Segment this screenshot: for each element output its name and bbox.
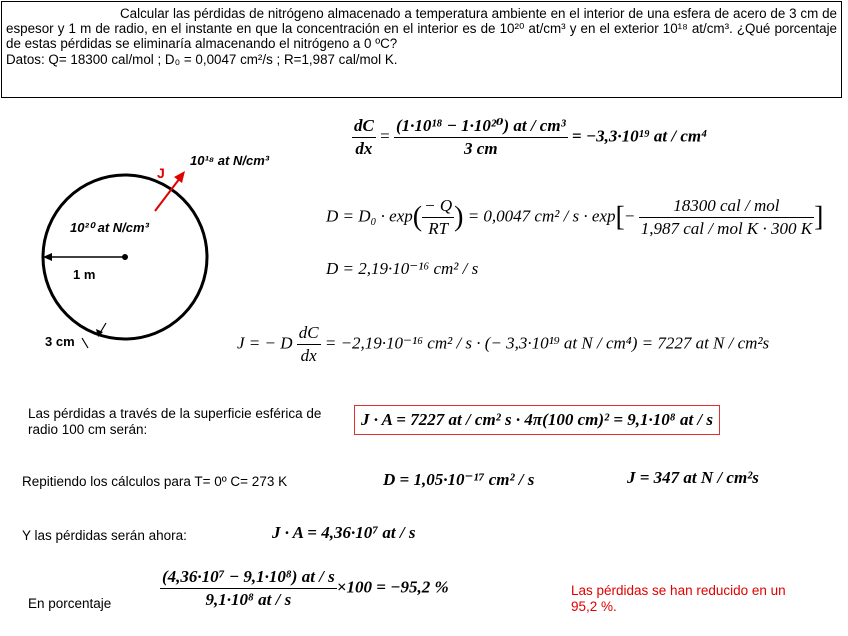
new-losses-formula: J · A = 4,36·10⁷ at / s bbox=[272, 523, 416, 542]
repeat-j-value: J = 347 at N / cm²s bbox=[627, 468, 759, 487]
repeat-label: Repitiendo los cálculos para T= 0º C= 273 K bbox=[22, 474, 288, 489]
exp-den: RT bbox=[428, 219, 449, 238]
percentage-equation bbox=[160, 567, 449, 610]
problem-box bbox=[1, 1, 842, 98]
center-dot bbox=[122, 254, 128, 260]
new-losses-label: Y las pérdidas serán ahora: bbox=[22, 528, 187, 543]
percentage-result: ×100 = −95,2 % bbox=[336, 577, 449, 597]
repeat-d-value: D = 1,05·10⁻¹⁷ cm² / s bbox=[383, 470, 535, 489]
flux-rhs: = −2,19·10⁻¹⁶ cm² / s · (− 3,3·10¹⁹ at N / cm⁴) = 7227 at N / cm²s bbox=[324, 333, 770, 353]
radius-label: 1 m bbox=[73, 267, 96, 282]
flux-frac-den: dx bbox=[300, 346, 317, 365]
inner-concentration-label: 10²⁰ at N/cm³ bbox=[70, 220, 149, 235]
losses-formula: J · A = 7227 at / cm² s · 4π(100 cm)² = 9,1·10⁸ at / s bbox=[354, 405, 720, 435]
flux-equation bbox=[237, 323, 769, 366]
diffusivity-minus: − bbox=[624, 206, 635, 226]
flux-lhs: J = − D bbox=[237, 333, 293, 353]
flux-arrowhead bbox=[174, 171, 185, 183]
exp-num: − Q bbox=[422, 196, 454, 218]
gradient-lhs-den: dx bbox=[355, 139, 373, 158]
losses-label: Las pérdidas a través de la superficie esférica de radio 100 cm serán: bbox=[28, 406, 322, 437]
diffusivity-den: 1,987 cal / mol K · 300 K bbox=[640, 219, 813, 238]
percentage-label: En porcentaje bbox=[28, 596, 112, 611]
diffusivity-lhs: D = D₀ · exp bbox=[326, 206, 413, 226]
diffusivity-num: 18300 cal / mol bbox=[639, 196, 814, 218]
sphere-diagram bbox=[30, 140, 230, 360]
problem-data: Datos: Q= 18300 cal/mol ; D₀ = 0,0047 cm²/s ; R=1,987 cal/mol K. bbox=[6, 51, 398, 67]
outer-concentration-label: 10¹⁸ at N/cm³ bbox=[190, 153, 270, 168]
gradient-den: 3 cm bbox=[464, 139, 498, 158]
diffusivity-mid: = 0,0047 cm² / s · exp bbox=[467, 206, 616, 226]
percentage-den: 9,1·10⁸ at / s bbox=[205, 590, 292, 609]
gradient-equation: $\frac{dC}{dx}$ = $\frac{\text{(1·10¹⁸ − 1·10²⁰) at / cm³}}{3 cm}$ = −3,3·10¹⁹ at / cm⁴ bbox=[354, 116, 708, 158]
diffusivity-result: D = 2,19·10⁻¹⁶ cm² / s bbox=[326, 259, 479, 278]
conclusion-text: Las pérdidas se han reducido en un 95,2 %. bbox=[571, 583, 786, 614]
percentage-num: (4,36·10⁷ − 9,1·10⁸) at / s bbox=[160, 567, 337, 589]
gradient-lhs-num: dC bbox=[352, 116, 376, 138]
flux-frac-num: dC bbox=[297, 323, 321, 345]
thickness-label: 3 cm bbox=[45, 334, 75, 349]
flux-label: J bbox=[157, 165, 165, 181]
thickness-arrow-bottom bbox=[82, 338, 88, 348]
problem-statement: Calcular las pérdidas de nitrógeno almacenado a temperatura ambiente en el interior de una esfera de acero de 3 cm de espesor y 1 m de radio, en el instante en que la concentración en el interior es de 10²⁰ at/cm³ y en el exterior 10¹⁸ at/cm³. ¿Qué porcentaje de estas pérdidas se eliminaría almacenando el nitrógeno a 0 ºC? bbox=[6, 6, 837, 52]
gradient-num: (1·10¹⁸ − 1·10²⁰) at / cm³ bbox=[394, 116, 568, 138]
diffusivity-equation: D = D₀ · exp( $\frac{- Q}{RT}$ ) = 0,0047 cm² / s · exp[− $\frac{\text{18300 cal / mol}}{\text{1,987 cal / mol K · 300 K}}$ ] bbox=[326, 196, 824, 238]
gradient-result: = −3,3·10¹⁹ at / cm⁴ bbox=[571, 126, 708, 146]
